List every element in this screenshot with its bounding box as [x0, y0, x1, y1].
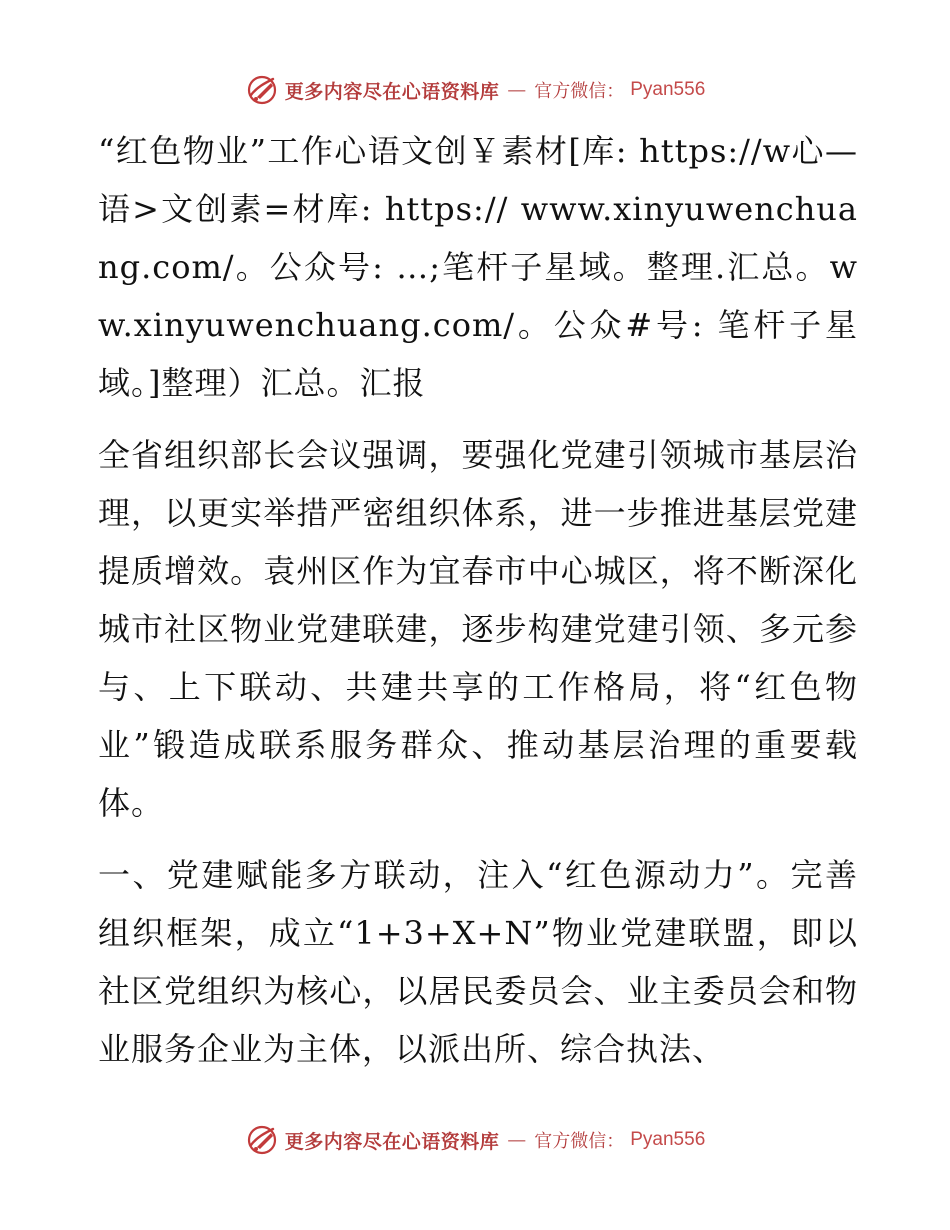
banner-wechat-id: Pyan556	[630, 79, 706, 100]
paragraph-intro: 全省组织部长会议强调，要强化党建引领城市基层治理，以更实举措严密组织体系，进一步推进基层党建提质增效。袁州区作为宜春市中心城区，将不断深化城市社区物业党建联建，逐步构建党建引领、多元参与、上下联动、共建共享的工作格局，将“红色物业”锻造成联系服务群众、推动基层治理的重要载体。	[98, 436, 858, 822]
banner-wechat-label: 官方微信：	[534, 1131, 625, 1152]
header-watermark-banner	[0, 70, 950, 110]
banner-wechat-id: Pyan556	[630, 1129, 706, 1150]
document-body	[98, 122, 858, 1078]
paragraph-section-one: 一、党建赋能多方联动，注入“红色源动力”。完善组织框架，成立“1+3+X+N”物业党建联盟，即以社区党组织为核心，以居民委员会、业主委员会和物业服务企业为主体，以派出所、综合执法、	[98, 856, 858, 1068]
banner-separator: —	[507, 79, 527, 101]
banner-wechat-label: 官方微信：	[534, 81, 625, 102]
banner-main-text: 更多内容尽在心语资料库	[284, 1130, 500, 1153]
footer-watermark-banner	[0, 1120, 950, 1160]
banner-main-text: 更多内容尽在心语资料库	[284, 80, 500, 103]
brush-pen-logo-icon	[245, 73, 279, 107]
brush-pen-logo-icon	[245, 1123, 279, 1157]
paragraph-header-note: “红色物业”工作心语文创￥素材[库: https://w心—语>文创素=材库: https:// www.xinyuwenchuang.com/。公众号: …;笔杆子星域。整理.汇总。ww.xinyuwenchuang.com/。公众#号: 笔杆子星域。]整理）汇总。汇报	[98, 132, 858, 402]
banner-separator: —	[507, 1129, 527, 1151]
